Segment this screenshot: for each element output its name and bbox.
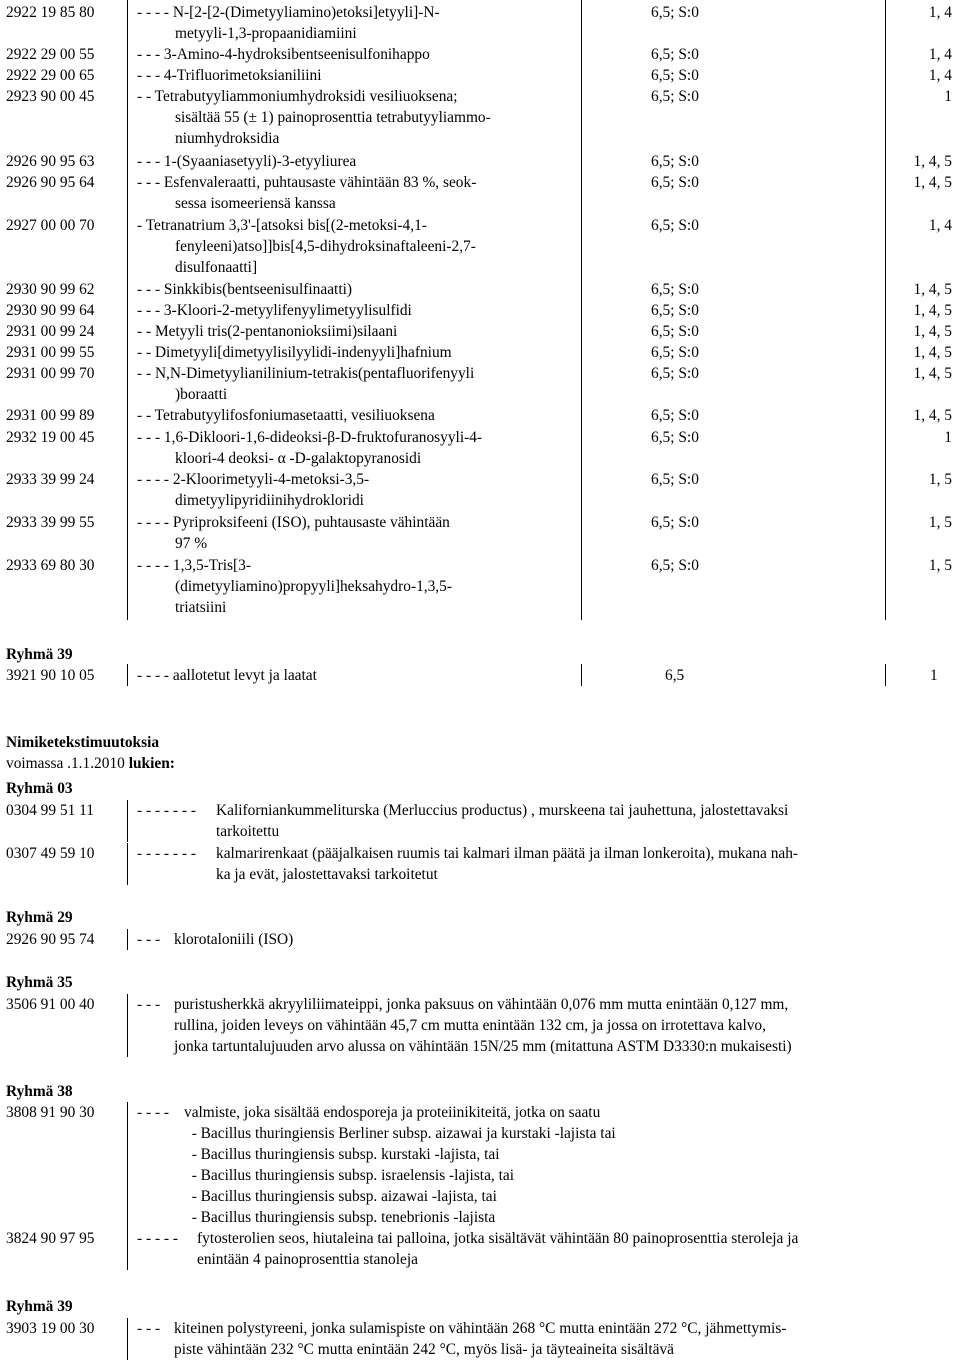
tariff-code: 2927 00 00 70 [6, 217, 95, 234]
level-dashes: - - - [137, 1320, 161, 1337]
description-line: dimetyylipyridiinihydrokloridi [175, 492, 364, 509]
column-divider [127, 994, 128, 1057]
description-line: fenyleeni)atso]]bis[4,5-dihydroksinaftaleeni-2,7- [175, 238, 476, 255]
tariff-code: 2933 39 99 24 [6, 471, 95, 488]
notes: 1, 4, 5 [913, 281, 952, 298]
duty-rate: 6,5; S:0 [651, 88, 699, 105]
description-line: rullina, joiden leveys on vähintään 45,7 cm mutta enintään 132 cm, ja jossa on irrotettava kalvo, [174, 1017, 766, 1034]
description-line: )boraatti [175, 386, 228, 403]
duty-rate: 6,5; S:0 [651, 514, 699, 531]
notes: 1, 4, 5 [913, 344, 952, 361]
description-line: - - - 3-Amino-4-hydroksibentseenisulfonihappo [137, 46, 430, 63]
notes: 1, 4, 5 [913, 153, 952, 170]
tariff-code: 3506 91 00 40 [6, 996, 95, 1013]
tariff-code: 0307 49 59 10 [6, 845, 95, 862]
description-line: - - Metyyli tris(2-pentanonioksiimi)silaani [137, 323, 398, 340]
column-divider [127, 843, 128, 885]
description-line: puristusherkkä akryyliliimateippi, jonka paksuus on vähintään 0,076 mm mutta enintään 0,127 mm, [174, 996, 789, 1013]
tariff-code: 2922 29 00 65 [6, 67, 95, 84]
description-line: Kaliforniankummeliturska (Merluccius productus) , murskeena tai jauhettuna, jalostettavaksi [216, 802, 789, 819]
description-line: disulfonaatti] [175, 259, 258, 276]
column-divider [581, 664, 582, 686]
tariff-code: 2930 90 99 62 [6, 281, 95, 298]
tariff-code: 2922 19 85 80 [6, 4, 95, 21]
tariff-code: 2931 00 99 89 [6, 407, 95, 424]
description-line: kalmarirenkaat (pääjalkaisen ruumis tai kalmari ilman päätä ja ilman lonkeroita), mukana nah- [216, 845, 799, 862]
description-line: - - Dimetyyli[dimetyylisilyylidi-indenyyli]hafnium [137, 344, 452, 361]
description-line: - - - - Pyriproksifeeni (ISO), puhtausaste vähintään [137, 514, 450, 531]
duty-rate: 6,5; S:0 [651, 4, 699, 21]
description-line: kiteinen polystyreeni, jonka sulamispiste on vähintään 268 °C mutta enintään 272 °C, jähmettymis- [174, 1320, 787, 1337]
subtitle-bold: lukien: [128, 755, 175, 772]
duty-rate: 6,5; S:0 [651, 153, 699, 170]
duty-rate: 6,5; S:0 [651, 67, 699, 84]
duty-rate: 6,5; S:0 [651, 407, 699, 424]
tariff-code: 0304 99 51 11 [6, 802, 94, 819]
notes: 1, 4 [928, 217, 952, 234]
tariff-code: 2931 00 99 70 [6, 365, 95, 382]
duty-rate: 6,5; S:0 [651, 281, 699, 298]
tariff-code: 3903 19 00 30 [6, 1320, 95, 1337]
group-heading: Ryhmä 03 [6, 780, 73, 797]
duty-rate: 6,5; S:0 [651, 46, 699, 63]
description-line: - Tetranatrium 3,3'-[atsoksi bis[(2-metoksi-4,1- [137, 217, 427, 234]
duty-rate: 6,5; S:0 [651, 302, 699, 319]
tariff-code: 2931 00 99 24 [6, 323, 95, 340]
column-divider [127, 1228, 128, 1270]
description-line: - - - 1,6-Dikloori-1,6-dideoksi-β-D-fruktofuranosyyli-4- [137, 429, 483, 446]
duty-rate: 6,5; S:0 [651, 471, 699, 488]
description-line: - Bacillus thuringiensis Berliner subsp. aizawai ja kurstaki -lajista tai [184, 1125, 616, 1142]
description-line: sisältää 55 (± 1) painoprosenttia tetrabutyyliammo- [175, 109, 491, 126]
tariff-code: 2923 90 00 45 [6, 88, 95, 105]
column-divider [885, 664, 886, 686]
notes: 1, 5 [928, 557, 952, 574]
tariff-code: 2930 90 99 64 [6, 302, 95, 319]
description-line: - Bacillus thuringiensis subsp. israelensis -lajista, tai [184, 1167, 514, 1184]
description-line: tarkoitettu [216, 823, 280, 840]
notes: 1 [944, 429, 952, 446]
tariff-code: 2933 69 80 30 [6, 557, 95, 574]
column-divider [127, 800, 128, 842]
column-divider [581, 0, 582, 620]
level-dashes: - - - - - [137, 1230, 179, 1247]
description-line: - - Tetrabutyyliammoniumhydroksidi vesiliuoksena; [137, 88, 458, 105]
tariff-code: 2926 90 95 64 [6, 174, 95, 191]
notes: 1, 4 [928, 67, 952, 84]
duty-rate: 6,5; S:0 [651, 174, 699, 191]
column-divider [127, 929, 128, 950]
level-dashes: - - - - - - - [137, 845, 196, 862]
subtitle-plain: voimassa .1.1.2010 [6, 755, 129, 772]
column-divider [127, 1102, 128, 1228]
column-divider [885, 0, 886, 620]
notes: 1, 4, 5 [913, 407, 952, 424]
section-title: Nimiketekstimuutoksia [6, 734, 160, 751]
tariff-code: 3921 90 10 05 [6, 667, 95, 684]
description-line: - - - - 1,3,5-Tris[3- [137, 557, 251, 574]
tariff-code: 2931 00 99 55 [6, 344, 95, 361]
group-heading: Ryhmä 39 [6, 1298, 73, 1315]
duty-rate: 6,5; S:0 [651, 217, 699, 234]
column-divider [127, 0, 128, 620]
description-line: fytosterolien seos, hiutaleina tai palloina, jotka sisältävät vähintään 80 painoprosenttia steroleja ja [197, 1230, 799, 1247]
level-dashes: - - - [137, 931, 161, 948]
description-line: - - - - N-[2-[2-(Dimetyyliamino)etoksi]etyyli]-N- [137, 4, 440, 21]
description-line: klorotaloniili (ISO) [174, 931, 294, 948]
level-dashes: - - - - [137, 1104, 170, 1121]
notes: 1, 4, 5 [913, 174, 952, 191]
duty-rate: 6,5; S:0 [651, 557, 699, 574]
tariff-code: 2932 19 00 45 [6, 429, 95, 446]
description-line: - - - - 2-Kloorimetyyli-4-metoksi-3,5- [137, 471, 370, 488]
group-heading: Ryhmä 39 [6, 646, 73, 663]
notes: 1, 4 [928, 46, 952, 63]
level-dashes: - - - - - - - [137, 802, 196, 819]
group-heading: Ryhmä 38 [6, 1083, 73, 1100]
description-line: kloori-4 deoksi- α -D-galaktopyranosidi [175, 450, 422, 467]
description-line: sessa isomeeriensä kanssa [175, 195, 336, 212]
notes: 1, 4, 5 [913, 302, 952, 319]
description-line: - - N,N-Dimetyylianilinium-tetrakis(pentafluorifenyyli [137, 365, 475, 382]
description-line: valmiste, joka sisältää endosporeja ja proteiinikiteitä, jotka on saatu [184, 1104, 601, 1121]
notes: 1, 5 [928, 471, 952, 488]
tariff-code: 2926 90 95 63 [6, 153, 95, 170]
description-line: - - - 1-(Syaaniasetyyli)-3-etyyliurea [137, 153, 357, 170]
notes: 1 [930, 667, 938, 684]
description-line: niumhydroksidia [175, 130, 280, 147]
tariff-code: 3808 91 90 30 [6, 1104, 95, 1121]
description-line: - - - Sinkkibis(bentseenisulfinaatti) [137, 281, 352, 298]
notes: 1, 4, 5 [913, 323, 952, 340]
description-line: - Bacillus thuringiensis subsp. tenebrionis -lajista [184, 1209, 496, 1226]
duty-rate: 6,5; S:0 [651, 323, 699, 340]
description-line: - - - 4-Trifluorimetoksianiliini [137, 67, 322, 84]
description-line: jonka tartuntalujuuden arvo alussa on vähintään 15N/25 mm (mitattuna ASTM D3330:n mukaisesti) [174, 1038, 792, 1055]
description-line: triatsiini [175, 599, 227, 616]
description-line: 97 % [175, 535, 208, 552]
level-dashes: - - - [137, 996, 161, 1013]
duty-rate: 6,5; S:0 [651, 429, 699, 446]
duty-rate: 6,5; S:0 [651, 365, 699, 382]
column-divider [127, 664, 128, 686]
tariff-code: 2933 39 99 55 [6, 514, 95, 531]
description-line: - Bacillus thuringiensis subsp. kurstaki -lajista, tai [184, 1146, 500, 1163]
notes: 1 [944, 88, 952, 105]
description-line: - - - 3-Kloori-2-metyylifenyylimetyylisulfidi [137, 302, 412, 319]
description-line: - - Tetrabutyylifosfoniumasetaatti, vesiliuoksena [137, 407, 435, 424]
notes: 1, 4, 5 [913, 365, 952, 382]
description: - - - - aallotetut levyt ja laatat [137, 667, 317, 684]
description-line: - - - Esfenvaleraatti, puhtausaste vähintään 83 %, seok- [137, 174, 477, 191]
notes: 1, 4 [928, 4, 952, 21]
tariff-code: 2922 29 00 55 [6, 46, 95, 63]
group-heading: Ryhmä 35 [6, 974, 73, 991]
description-line: metyyli-1,3-propaanidiamiini [175, 25, 357, 42]
description-line: (dimetyyliamino)propyyli]heksahydro-1,3,5- [175, 578, 452, 595]
duty-rate: 6,5 [665, 667, 685, 684]
notes: 1, 5 [928, 514, 952, 531]
description-line: ka ja evät, jalostettavaksi tarkoitetut [216, 866, 438, 883]
column-divider [127, 1318, 128, 1360]
description-line: enintään 4 painoprosenttia stanoleja [197, 1251, 418, 1268]
tariff-code: 3824 90 97 95 [6, 1230, 95, 1247]
group-heading: Ryhmä 29 [6, 909, 73, 926]
tariff-code: 2926 90 95 74 [6, 931, 95, 948]
duty-rate: 6,5; S:0 [651, 344, 699, 361]
description-line: - Bacillus thuringiensis subsp. aizawai -lajista, tai [184, 1188, 497, 1205]
description-line: piste vähintään 232 °C mutta enintään 242 °C, myös lisä- ja täyteaineita sisältävä [174, 1341, 674, 1358]
section-subtitle [6, 754, 175, 774]
